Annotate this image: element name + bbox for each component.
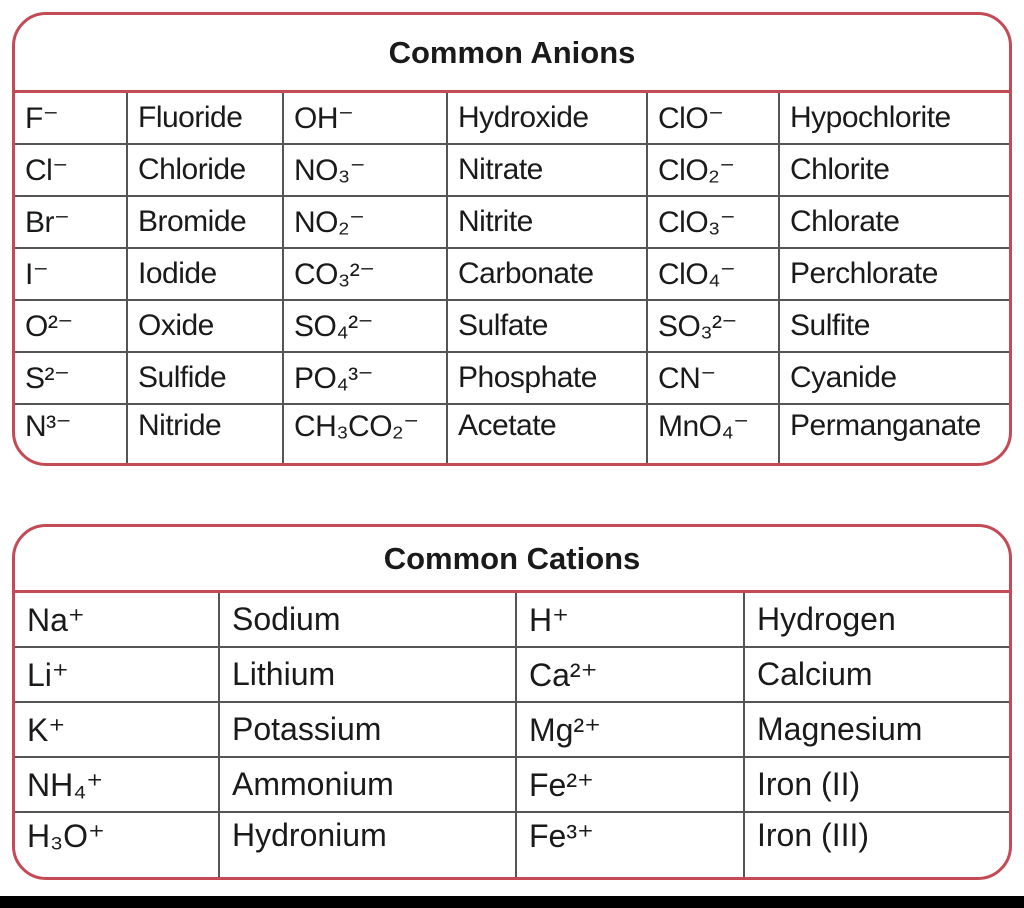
ion-formula: Br⁻ [15,196,127,248]
ion-name: Hypochlorite [779,93,1012,144]
cations-table [15,593,1012,879]
ion-formula: ClO₃⁻ [647,196,779,248]
table-row [15,757,1012,812]
table-row [15,812,1012,879]
ion-formula: S²⁻ [15,352,127,404]
ion-formula: Ca²⁺ [516,647,744,702]
ion-name: Perchlorate [779,248,1012,300]
ion-name: Chlorate [779,196,1012,248]
ion-name: Bromide [127,196,283,248]
ion-name: Nitride [127,404,283,466]
ion-name: Iron (II) [744,757,1012,812]
table-row [15,647,1012,702]
anions-card [12,12,1012,466]
ion-formula: Na⁺ [15,593,219,647]
ion-name: Chloride [127,144,283,196]
ion-name: Permanganate [779,404,1012,466]
ion-formula: I⁻ [15,248,127,300]
anions-table [15,93,1012,466]
bottom-bar [0,896,1024,908]
ion-formula: SO₄²⁻ [283,300,447,352]
ion-formula: SO₃²⁻ [647,300,779,352]
cations-table-body [15,593,1012,879]
table-row [15,404,1012,466]
ion-formula: Fe²⁺ [516,757,744,812]
anions-title: Common Anions [15,15,1009,93]
ion-formula: Cl⁻ [15,144,127,196]
ion-formula: PO₄³⁻ [283,352,447,404]
ion-formula: OH⁻ [283,93,447,144]
ion-formula: CH₃CO₂⁻ [283,404,447,466]
ion-formula: F⁻ [15,93,127,144]
ion-name: Sulfite [779,300,1012,352]
ion-name: Nitrite [447,196,647,248]
ion-name: Potassium [219,702,516,757]
cations-card [12,524,1012,880]
ion-formula: ClO⁻ [647,93,779,144]
table-row [15,93,1012,144]
ion-formula: NH₄⁺ [15,757,219,812]
ion-name: Hydroxide [447,93,647,144]
anions-table-body [15,93,1012,466]
ion-name: Iodide [127,248,283,300]
ion-name: Sulfate [447,300,647,352]
ion-formula: CO₃²⁻ [283,248,447,300]
ion-name: Acetate [447,404,647,466]
ion-name: Hydrogen [744,593,1012,647]
table-row [15,144,1012,196]
ion-formula: Mg²⁺ [516,702,744,757]
table-row [15,248,1012,300]
ion-formula: K⁺ [15,702,219,757]
table-row [15,702,1012,757]
ion-name: Phosphate [447,352,647,404]
ion-name: Iron (III) [744,812,1012,879]
ion-formula: Fe³⁺ [516,812,744,879]
ion-formula: ClO₂⁻ [647,144,779,196]
ion-name: Hydronium [219,812,516,879]
table-row [15,300,1012,352]
ion-name: Magnesium [744,702,1012,757]
ion-name: Oxide [127,300,283,352]
ion-name: Chlorite [779,144,1012,196]
table-row [15,593,1012,647]
ion-name: Sulfide [127,352,283,404]
ion-name: Cyanide [779,352,1012,404]
ion-name: Fluoride [127,93,283,144]
ion-formula: NO₂⁻ [283,196,447,248]
ion-name: Nitrate [447,144,647,196]
ion-formula: Li⁺ [15,647,219,702]
ion-formula: H⁺ [516,593,744,647]
ion-formula: CN⁻ [647,352,779,404]
ion-name: Sodium [219,593,516,647]
ion-name: Lithium [219,647,516,702]
ion-name: Calcium [744,647,1012,702]
ion-formula: O²⁻ [15,300,127,352]
ion-name: Carbonate [447,248,647,300]
ion-name: Ammonium [219,757,516,812]
ion-formula: NO₃⁻ [283,144,447,196]
table-row [15,196,1012,248]
ion-formula: MnO₄⁻ [647,404,779,466]
ion-formula: ClO₄⁻ [647,248,779,300]
ion-formula: N³⁻ [15,404,127,466]
ion-formula: H₃O⁺ [15,812,219,879]
table-row [15,352,1012,404]
cations-title: Common Cations [15,527,1009,593]
